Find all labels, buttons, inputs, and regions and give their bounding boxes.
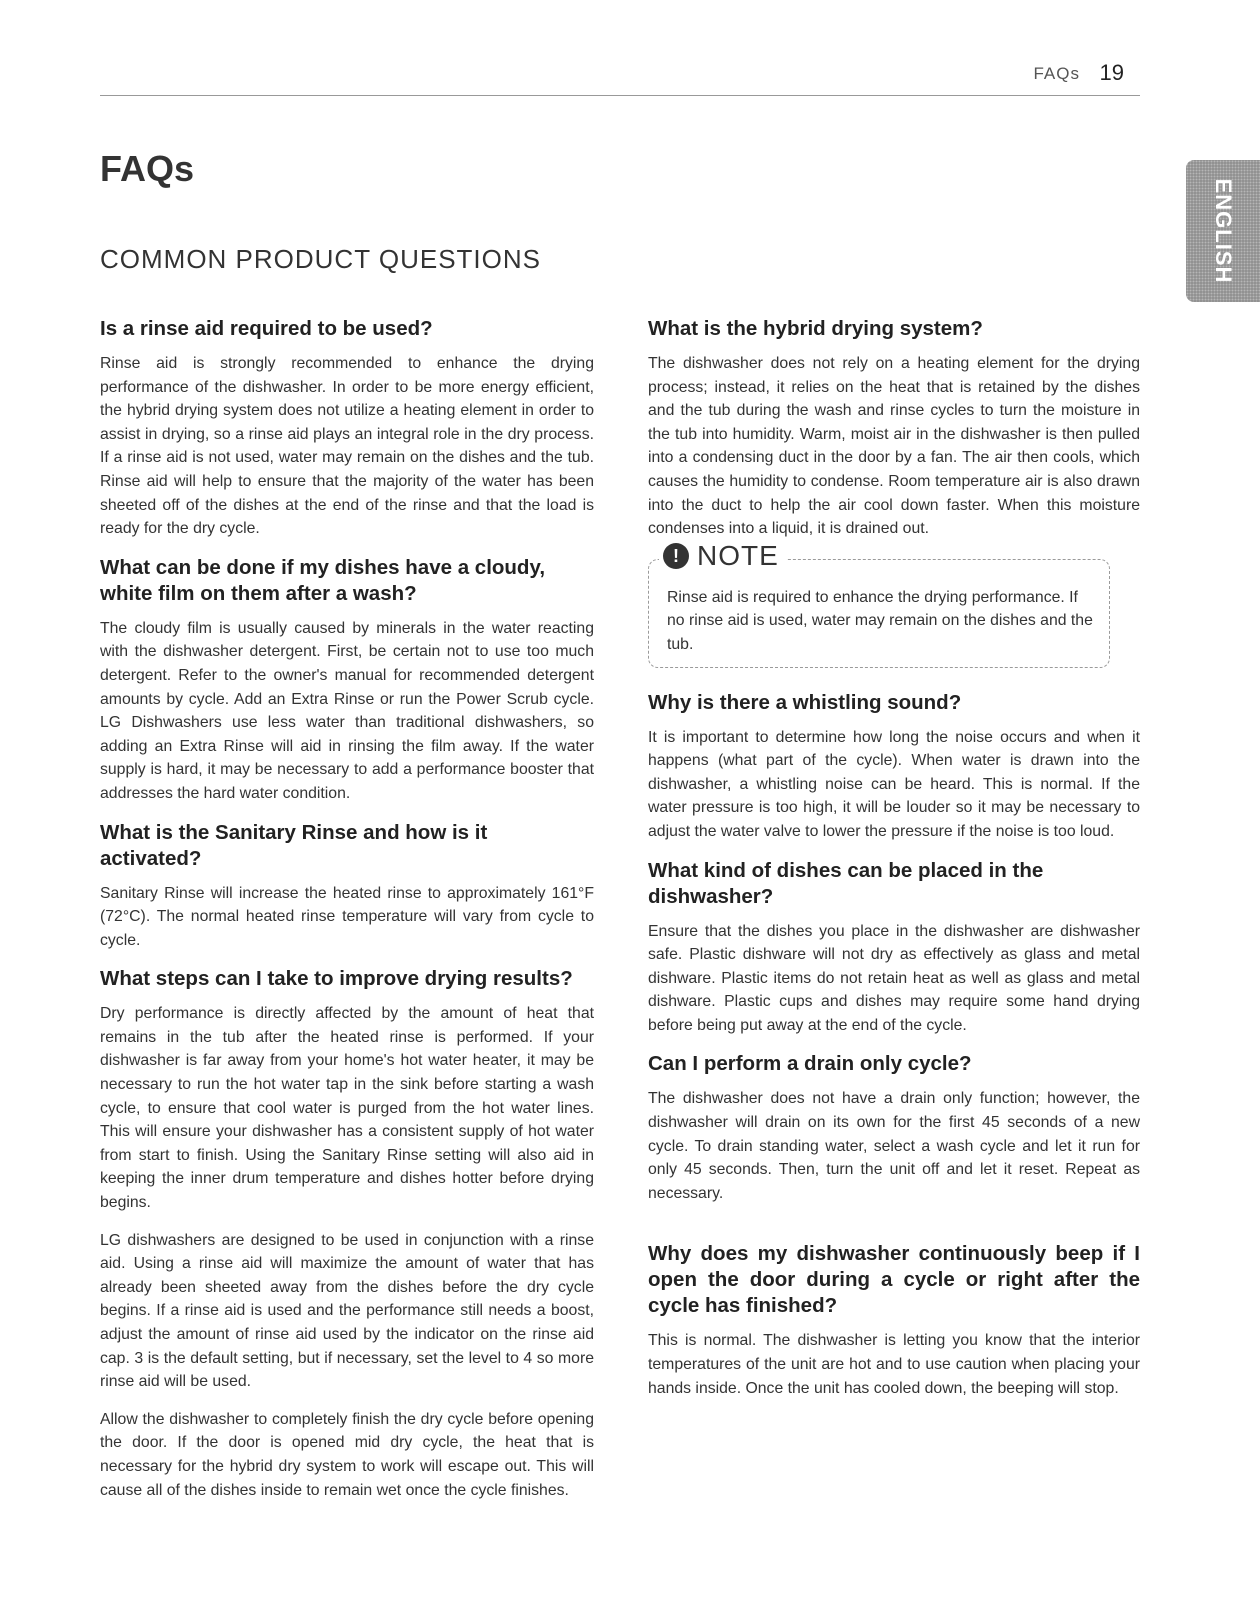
language-tab: [1186, 160, 1260, 302]
faq-question: What is the hybrid drying system?: [648, 317, 983, 340]
note-title: NOTE: [697, 539, 779, 571]
page-title: FAQs: [100, 148, 195, 189]
faq-item-whistling: [648, 690, 1140, 844]
language-tab-label: ENGLISH: [1211, 178, 1236, 284]
faq-answer: It is important to determine how long the noise occurs and when it happens (what part of the cycle). When water is drawn into the dishwasher, a whistling noise can be heard. This is normal. If the water pressure is too high, it will be louder so it may be necessary to adjust the water valve to lower the pressure if the noise is too loud.: [648, 728, 1140, 840]
header-divider: [100, 95, 1140, 96]
faq-question: What steps can I take to improve drying results?: [100, 967, 573, 991]
faq-question: Can I perform a drain only cycle?: [648, 1052, 972, 1076]
faq-question: Why is there a whistling sound?: [648, 690, 962, 714]
note-header: [659, 540, 787, 572]
faq-question: What can be done if my dishes have a cloudy, white film on them after a wash?: [100, 555, 546, 605]
faq-item-sanitary-rinse: [100, 820, 594, 953]
faq-answer: Allow the dishwasher to completely finish the dry cycle before opening the door. If the door is opened mid dry cycle, the heat that is necessary for the hybrid dry system to work will escape out. This will cause all of the dishes inside to remain wet once the cycle finishes.: [100, 1410, 594, 1499]
faq-question: What is the Sanitary Rinse and how is it activated?: [100, 820, 488, 870]
faq-item-drying-results: [100, 966, 594, 1502]
faq-answer: The dishwasher does not rely on a heating element for the drying process; instead, it relies on the heat that is retained by the dishes and the tub during the wash and rinse cycles to turn the moisture in the tub into humidity. Warm, moist air in the dishwasher is then pulled into a condensing duct in the door by a fan. The air then cools, which causes the humidity to condense. Room temperature air is also drawn into the duct to help the air cool down faster. When this moisture condenses into a liquid, it is drained out.: [648, 355, 1140, 538]
faq-item-continuous-beep: [648, 1241, 1140, 1400]
section-title: COMMON PRODUCT QUESTIONS: [100, 244, 541, 274]
right-column: [648, 316, 1140, 1414]
faq-item-drain-only: [648, 1051, 1140, 1205]
exclamation-icon: !: [663, 543, 689, 569]
note-box: [648, 539, 1110, 668]
faq-question: Is a rinse aid required to be used?: [100, 317, 433, 340]
faq-item-dishes-kind: [648, 858, 1140, 1038]
left-column: [100, 316, 594, 1516]
page-header: [0, 0, 1260, 98]
faq-answer: Rinse aid is strongly recommended to enhance the drying performance of the dishwasher. In order to be more energy efficient, the hybrid drying system does not utilize a heating element in order to assist in drying, so a rinse aid plays an integral role in the dry process. If a rinse aid is not used, water may remain on the dishes and the tub. Rinse aid will help to ensure that the majority of the water has been sheeted off of the dishes at the end of the rinse and that the load is ready for the dry cycle.: [100, 355, 594, 538]
note-text: Rinse aid is required to enhance the drying performance. If no rinse aid is used, water may remain on the dishes and the tub.: [667, 588, 1093, 653]
faq-question: What kind of dishes can be placed in the dishwasher?: [648, 858, 1044, 908]
faq-question: Why does my dishwasher continuously beep if I open the door during a cycle or right after the cycle has finished?: [648, 1242, 1140, 1318]
faq-answer: Sanitary Rinse will increase the heated rinse to approximately 161°F (72°C). The normal heated rinse temperature will vary from cycle to cycle.: [100, 884, 594, 949]
faq-item-hybrid-drying: [648, 316, 1140, 541]
header-section-name: FAQs: [1033, 64, 1080, 83]
faq-answer: The cloudy film is usually caused by minerals in the water reacting with the dishwasher detergent. First, be certain not to use too much detergent. Refer to the owner's manual for recommended detergent amounts by cycle. Add an Extra Rinse or run the Power Scrub cycle. LG Dishwashers use less water than traditional dishwashers, so adding an Extra Rinse will aid in rinsing the film away. If the water supply is hard, it may be necessary to add a performance booster that addresses the hard water condition.: [100, 619, 594, 802]
faq-answer: This is normal. The dishwasher is letting you know that the interior temperatures of the unit are hot and to use caution when placing your hands inside. Once the unit has cooled down, the beeping will stop.: [648, 1332, 1140, 1397]
faq-answer: Ensure that the dishes you place in the dishwasher are dishwasher safe. Plastic dishware will not dry as effectively as glass and metal dishware. Plastic items do not retain heat as well as glass and metal dishware. Plastic cups and dishes may require some hand drying before being put away at the end of the cycle.: [648, 922, 1140, 1034]
faq-item-rinse-aid-required: [100, 316, 594, 541]
faq-item-cloudy-film: [100, 555, 594, 806]
faq-answer: Dry performance is directly affected by the amount of heat that remains in the tub after the heated rinse is performed. If your dishwasher is far away from your home's hot water heater, it may be necessary to run the hot water tap in the sink before starting a wash cycle, to ensure that cool water is purged from the hot water lines. This will ensure your dishwasher has a consistent supply of hot water from start to finish. Using the Sanitary Rinse setting will also aid in keeping the inner drum temperature and dishes hotter before drying begins.: [100, 1005, 594, 1212]
page-number: 19: [1099, 60, 1124, 85]
faq-answer: The dishwasher does not have a drain only function; however, the dishwasher will drain on its own for the first 45 seconds of a new cycle. To drain standing water, select a wash cycle and let it run for only 45 seconds. Then, turn the unit off and let it reset. Repeat as necessary.: [648, 1090, 1140, 1202]
faq-answer: LG dishwashers are designed to be used in conjunction with a rinse aid. Using a rinse aid will maximize the amount of water that has already been sheeted away from the dishes before the dry cycle begins. If a rinse aid is used and the performance still needs a boost, adjust the amount of rinse aid used by the indicator on the rinse aid cap. 3 is the default setting, but if necessary, set the level to 4 so more rinse aid will be used.: [100, 1231, 594, 1391]
spacer: [648, 1219, 1140, 1241]
